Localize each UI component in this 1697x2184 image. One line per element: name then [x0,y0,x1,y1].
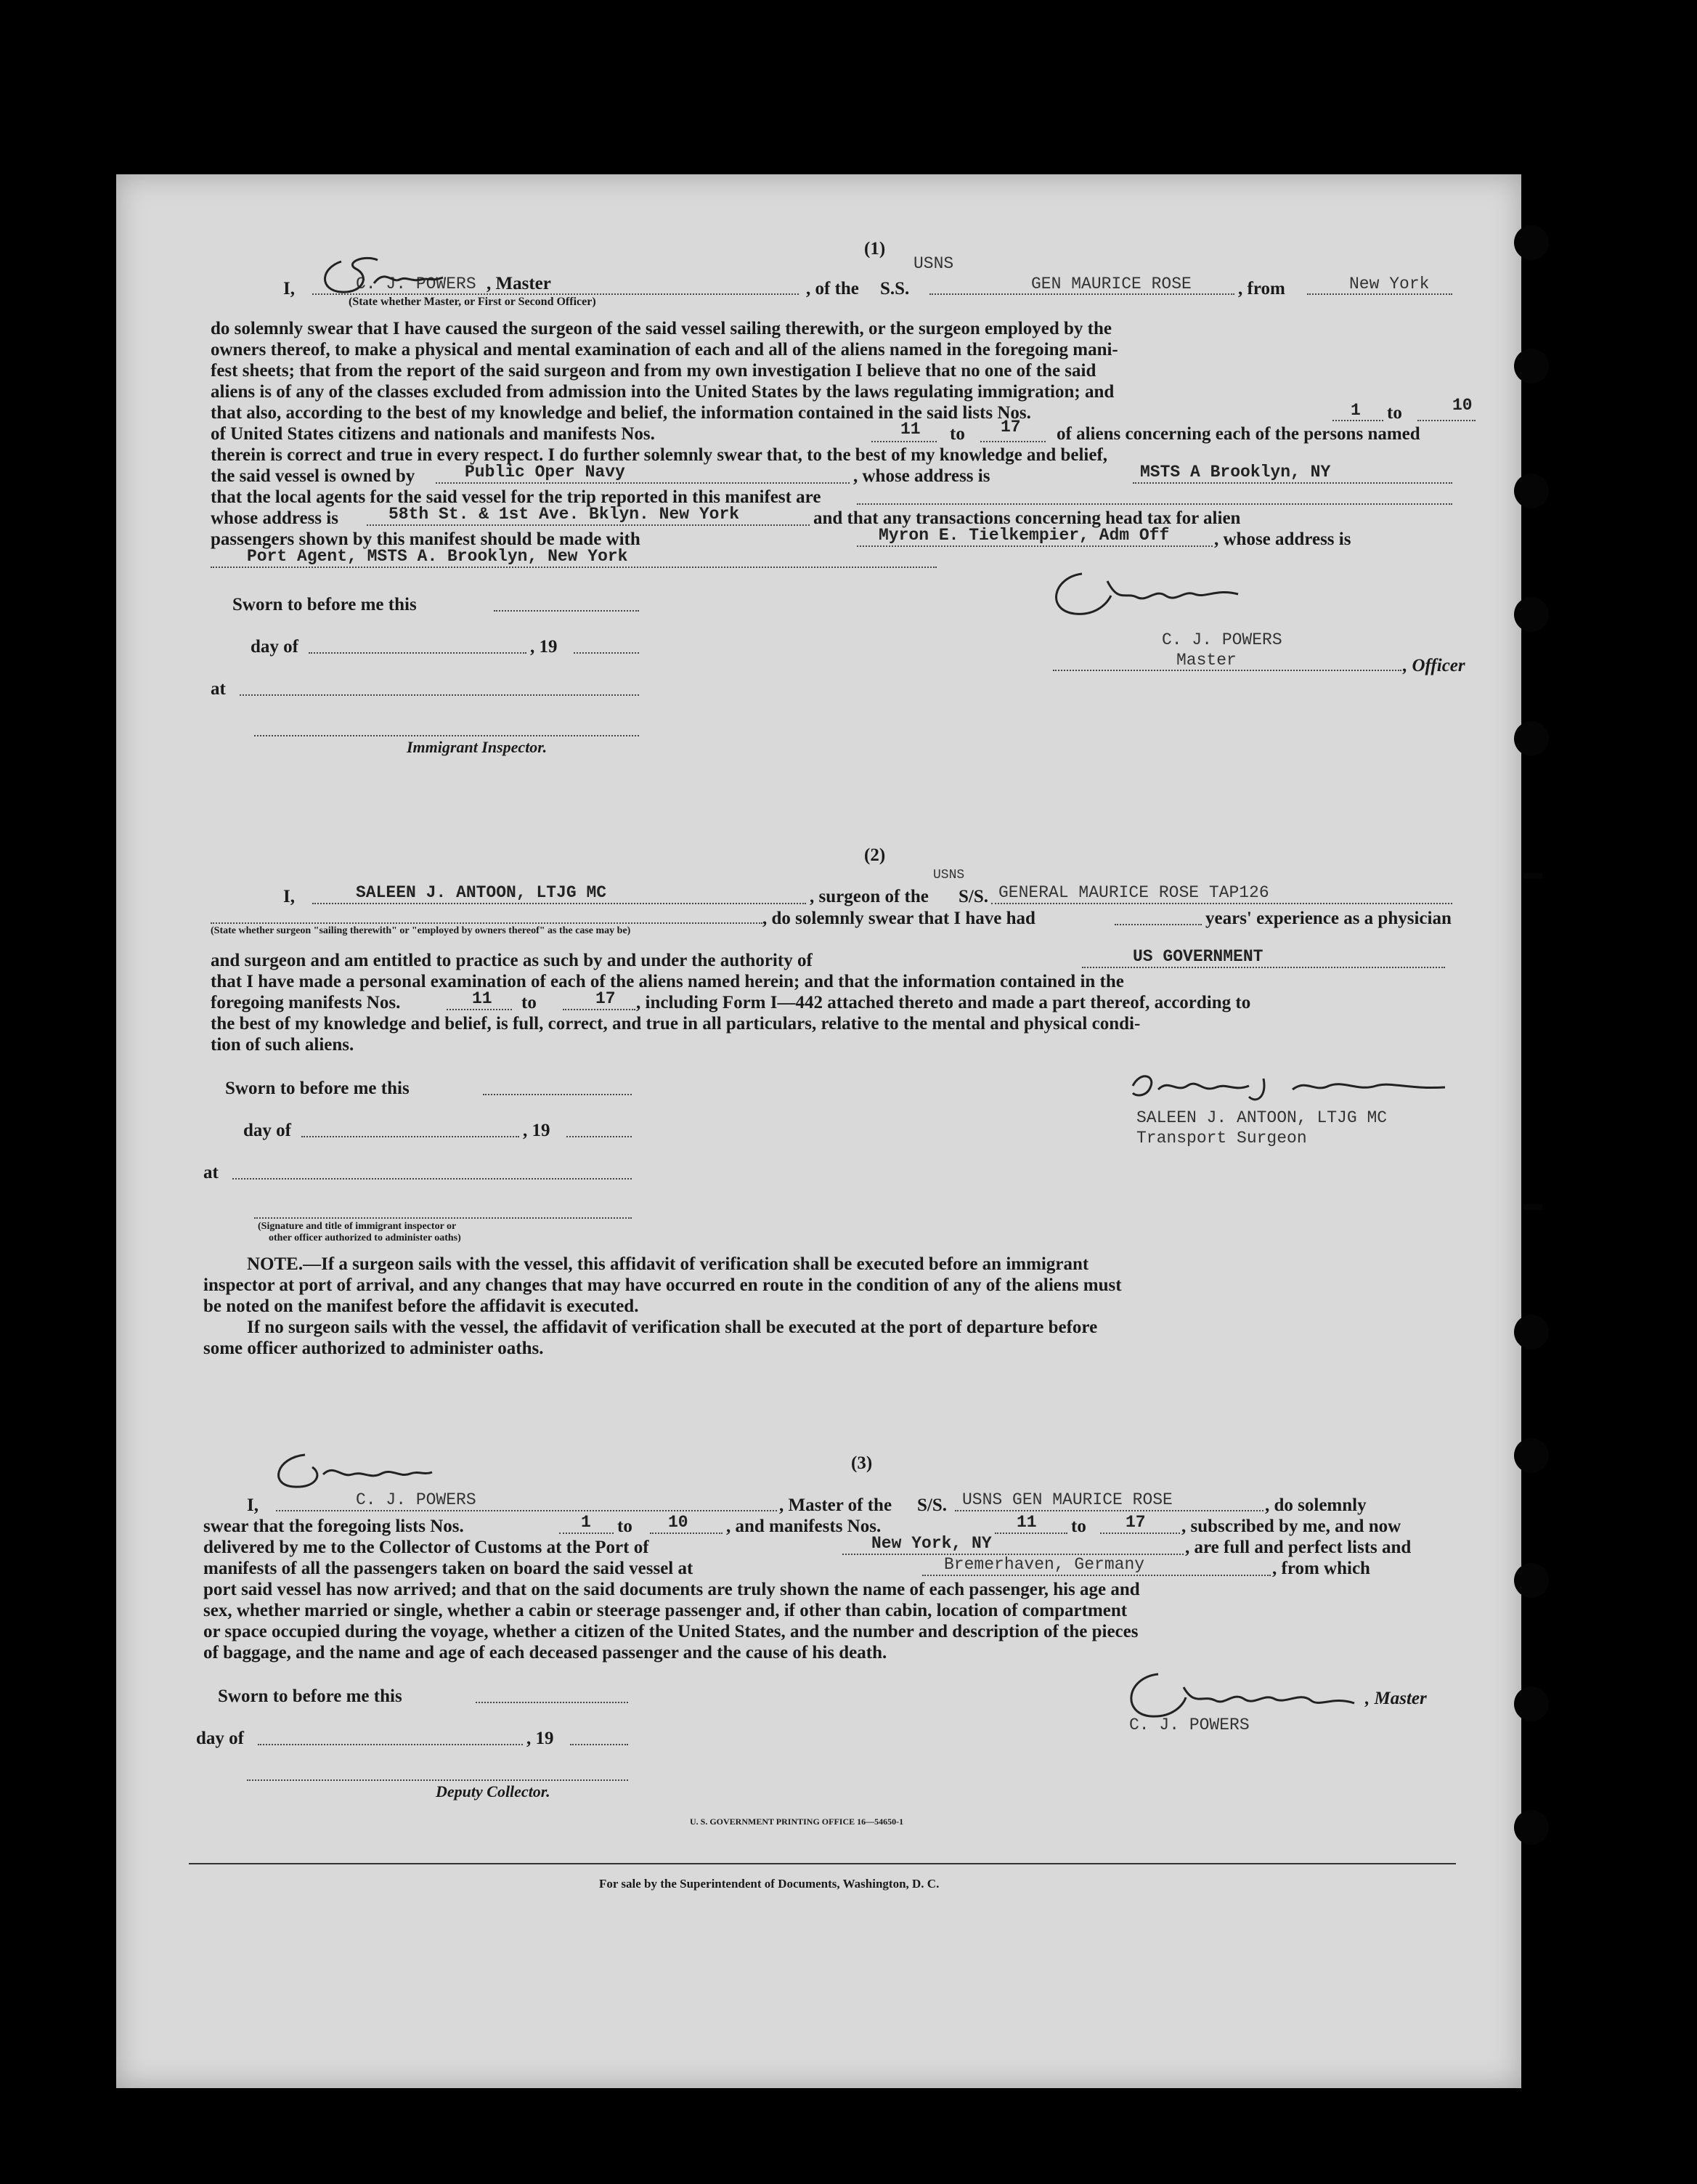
note-p1-line-3: be noted on the manifest before the affidavit is executed. [203,1296,639,1316]
s2-to-label: to [521,993,537,1012]
s3-l-from-line [559,1533,614,1534]
s2-year-line [566,1136,632,1137]
headtax-line: passengers shown by this manifest should be made with [211,529,640,549]
sale-line: For sale by the Superintendent of Documents, Washington, D. C. [599,1877,940,1891]
s1-body-line-2: owners thereof, to make a physical and mental examination of each and all of the aliens named in the foregoing mani- [211,340,1118,360]
footer-rule [189,1863,1456,1864]
punch-hole [1514,597,1549,632]
punch-hole [1514,1686,1549,1721]
s1-day-of: day of [251,637,298,657]
section-1-i: I, [283,279,295,299]
s2-year: , 19 [523,1121,550,1140]
punch-hole [1514,225,1549,260]
s2-line-4: that I have made a personal examination of each of the aliens named herein; and that the information contained in the [211,972,1124,991]
s1-body-line-6b: of aliens concerning each of the persons named [1057,424,1420,444]
s2-sworn: Sworn to before me this [225,1079,410,1098]
agent-after: and that any transactions concerning head tax for alien [813,508,1241,528]
usns-label: USNS [913,254,954,273]
s3-deputy-line [247,1779,628,1781]
headtax-person-line [857,545,1213,547]
s2-sig-note-1: (Signature and title of immigrant inspector or [258,1221,457,1232]
s2-at: at [203,1163,219,1182]
s3-line-3a: delivered by me to the Collector of Customs at the Port of [203,1538,649,1557]
note-p1-line-1: NOTE.—If a surgeon sails with the vessel, this affidavit of verification shall be executed before an immigrant [247,1254,1089,1274]
s3-body-line-1: port said vessel has now arrived; and that on the said documents are truly shown the name of each passenger, his age and [203,1580,1140,1599]
punch-hole [1514,349,1549,383]
s2-sworn-line [483,1094,632,1095]
agent-address-line [367,524,810,526]
s1-inspector-line [254,735,639,736]
s3-year-line [570,1744,628,1745]
surgeon-name-line [312,903,806,904]
s2-line-5b: , including Form I—442 attached thereto and made a part thereof, according to [636,993,1251,1012]
from-label: , from [1238,279,1285,299]
headtax-address: Port Agent, MSTS A. Brooklyn, New York [247,547,628,566]
manifests-to-line [980,441,1046,442]
agent-address-label: whose address is [211,508,338,528]
s1-body-line-3: fest sheets; that from the report of the said surgeon and from my own investigation I believe that no one of the said [211,361,1096,381]
s2-swear: , do solemnly swear that I have had [762,909,1035,928]
s2-status-note: (State whether surgeon "sailing therewith" or "employed by owners thereof" as the case may be) [211,925,631,936]
s2-authority-line [1082,967,1445,968]
s2-signed-title: Transport Surgeon [1136,1129,1307,1148]
s3-master-name: C. J. POWERS [356,1490,476,1509]
punch-hole [1514,721,1549,756]
s1-body-line-5: that also, according to the best of my knowledge and belief, the information contained in the said lists Nos. [211,403,1031,423]
s1-body-line-6a: of United States citizens and nationals and manifests Nos. [211,424,655,444]
s3-body-line-2: sex, whether married or single, whether a cabin or steerage passenger and, if other than cabin, location of compartment [203,1601,1128,1620]
s3-m-from-line [995,1533,1067,1534]
s3-departure: Bremerhaven, Germany [944,1555,1145,1574]
edge-tick [1523,1204,1542,1210]
s1-sworn-line [494,610,639,612]
manifests-from: 11 [900,420,921,439]
note-p2-line-1: If no surgeon sails with the vessel, the affidavit of verification shall be executed at the port of departure before [247,1318,1098,1337]
s3-l-to-line [650,1533,723,1534]
surgeon-name: SALEEN J. ANTOON, LTJG MC [356,883,607,902]
s3-port: New York, NY [871,1534,992,1553]
s3-line-2b: , and manifests Nos. [726,1517,882,1536]
master-title: , Master [487,274,551,293]
s3-l-from: 1 [581,1513,591,1532]
s2-m-from: 11 [472,989,492,1008]
lists-to: 10 [1452,396,1473,415]
s3-line-4a: manifests of all the passengers taken on board the said vessel at [203,1559,693,1578]
s2-m-to-line [563,1009,635,1010]
headtax-after: , whose address is [1214,529,1351,549]
owner-address-label: , whose address is [853,466,990,486]
s3-body-line-4: of baggage, and the name and age of each deceased passenger and the cause of his death. [203,1643,887,1663]
master-name: C. J. POWERS [356,275,476,293]
lists-from: 1 [1351,401,1361,420]
master-signature-4 [1115,1660,1362,1721]
s2-status-line [211,922,762,924]
s3-line-4b: , from which [1272,1559,1370,1578]
gpo-line: U. S. GOVERNMENT PRINTING OFFICE 16—54650-1 [690,1816,904,1827]
s2-vessel-line [991,903,1452,904]
s3-day-of: day of [196,1729,244,1748]
s1-officer-label: , Officer [1403,656,1465,675]
section-2-number: (2) [864,845,886,865]
s3-line-2a: swear that the foregoing lists Nos. [203,1517,464,1536]
manifests-to: 17 [1001,418,1021,437]
s2-m-to: 17 [595,989,616,1008]
s3-l-to: 10 [668,1513,688,1532]
s3-master-label: , Master [1365,1689,1427,1708]
s3-deputy-label: Deputy Collector. [436,1782,550,1801]
surgeon-signature [1126,1064,1452,1108]
owner: Public Oper Navy [465,463,625,482]
section-2-i: I, [283,887,295,906]
edge-tick [1523,873,1542,879]
s3-vessel: USNS GEN MAURICE ROSE [962,1490,1173,1509]
s3-m-from: 11 [1017,1513,1037,1532]
s3-m-to: 17 [1126,1513,1146,1532]
lists-to-line [1417,420,1476,421]
lists-to-label: to [1387,403,1402,423]
of-the-label: , of the [806,279,859,299]
agents-line: that the local agents for the said vessel for the trip reported in this manifest are [211,487,821,507]
s2-line-5a: foregoing manifests Nos. [211,993,401,1012]
s2-line-7: tion of such aliens. [211,1035,354,1055]
vessel-name: GEN MAURICE ROSE [1031,275,1192,293]
s2-day-line [301,1136,519,1137]
surgeon-of: , surgeon of the [810,887,929,906]
owned-label: the said vessel is owned by [211,466,415,486]
s1-signed-name: C. J. POWERS [1162,630,1282,649]
s1-at: at [211,679,226,699]
section-3-i: I, [247,1495,259,1515]
s1-day-line [309,652,526,654]
s3-sworn: Sworn to before me this [218,1686,402,1706]
s1-inspector-label: Immigrant Inspector. [407,738,548,756]
s1-sworn: Sworn to before me this [232,595,417,614]
s2-m-from-line [447,1009,512,1010]
master-signature-1 [312,240,450,298]
punch-hole [1514,1810,1549,1845]
document-page [116,174,1521,2088]
manifests-to-label: to [950,424,965,444]
s1-at-line [240,694,639,696]
note-p2-line-2: some officer authorized to administer oaths. [203,1339,544,1358]
manifests-from-line [871,441,937,442]
s1-officer-line [1053,670,1401,671]
s2-at-line [232,1178,632,1180]
s2-ss: S/S. [959,887,989,906]
s3-line-2c: , subscribed by me, and now [1181,1517,1401,1536]
s2-signed-name: SALEEN J. ANTOON, LTJG MC [1136,1108,1388,1127]
headtax-person: Myron E. Tielkempier, Adm Off [879,526,1170,545]
owner-address: MSTS A Brooklyn, NY [1140,463,1331,482]
s3-master-of: , Master of the [779,1495,892,1515]
headtax-address-line [211,567,937,568]
agent-address: 58th St. & 1st Ave. Bklyn. New York [388,505,740,524]
s2-sig-line [254,1217,632,1219]
s2-years-line [1115,924,1202,925]
s3-body-line-3: or space occupied during the voyage, whether a citizen of the United States, and the number and description of the pieces [203,1622,1139,1641]
s3-year: , 19 [526,1729,554,1748]
punch-hole [1514,1438,1549,1473]
s3-l-to-label: to [617,1517,632,1536]
s3-m-to-line [1100,1533,1180,1534]
s3-solemnly: , do solemnly [1265,1495,1367,1515]
s3-line-3b: , are full and perfect lists and [1185,1538,1412,1557]
s2-authority: US GOVERNMENT [1133,947,1263,966]
vessel-line [929,293,1234,295]
master-signature-3 [261,1442,436,1493]
s3-day-line [258,1744,523,1745]
master-signature-2 [1038,552,1249,625]
s1-body-line-4: aliens is of any of the classes excluded from admission into the United States by the laws regulating immigration; and [211,382,1115,402]
from-line [1307,293,1452,295]
s1-body-line-1: do solemnly swear that I have caused the surgeon of the said vessel sailing therewith, or the surgeon employed by the [211,319,1112,338]
punch-hole [1514,474,1549,508]
s1-year: , 19 [530,637,558,657]
s2-line-3: and surgeon and am entitled to practice as such by and under the authority of [211,951,813,970]
owner-address-line [1133,482,1452,484]
note-p1-line-2: inspector at port of arrival, and any changes that may have occurred en route in the condition of any of the aliens must [203,1275,1122,1295]
s2-day-of: day of [243,1121,291,1140]
s2-vessel: GENERAL MAURICE ROSE TAP126 [998,883,1269,902]
s1-signed-title: Master [1176,651,1237,670]
section-3-number: (3) [851,1453,873,1473]
s2-line-6: the best of my knowledge and belief, is full, correct, and true in all particulars, relative to the mental and physical condi- [211,1014,1141,1034]
section-1-number: (1) [864,239,886,259]
agents-fill-line [857,503,1452,505]
master-note: (State whether Master, or First or Second Officer) [349,296,596,308]
s3-m-to-label: to [1071,1517,1086,1536]
s2-years: years' experience as a physician [1205,909,1452,928]
s1-body-line-7: therein is correct and true in every respect. I do further solemnly swear that, to the best of my knowledge and belief, [211,445,1108,465]
from-port: New York [1349,275,1430,293]
punch-hole [1514,1315,1549,1349]
s1-year-line [574,652,639,654]
s3-sworn-line [476,1702,628,1703]
lists-from-line [1332,420,1383,421]
s3-departure-line [922,1575,1271,1576]
ss-label: S.S. [880,279,910,299]
s3-ss: S/S. [917,1495,948,1515]
punch-hole [1514,1563,1549,1598]
s3-signed-name: C. J. POWERS [1129,1716,1250,1734]
s2-usns: USNS [933,868,965,882]
s3-master-line [276,1510,777,1511]
owner-line [436,482,850,484]
s2-sig-note-2: other officer authorized to administer oaths) [269,1233,461,1243]
s3-vessel-line [955,1510,1263,1511]
